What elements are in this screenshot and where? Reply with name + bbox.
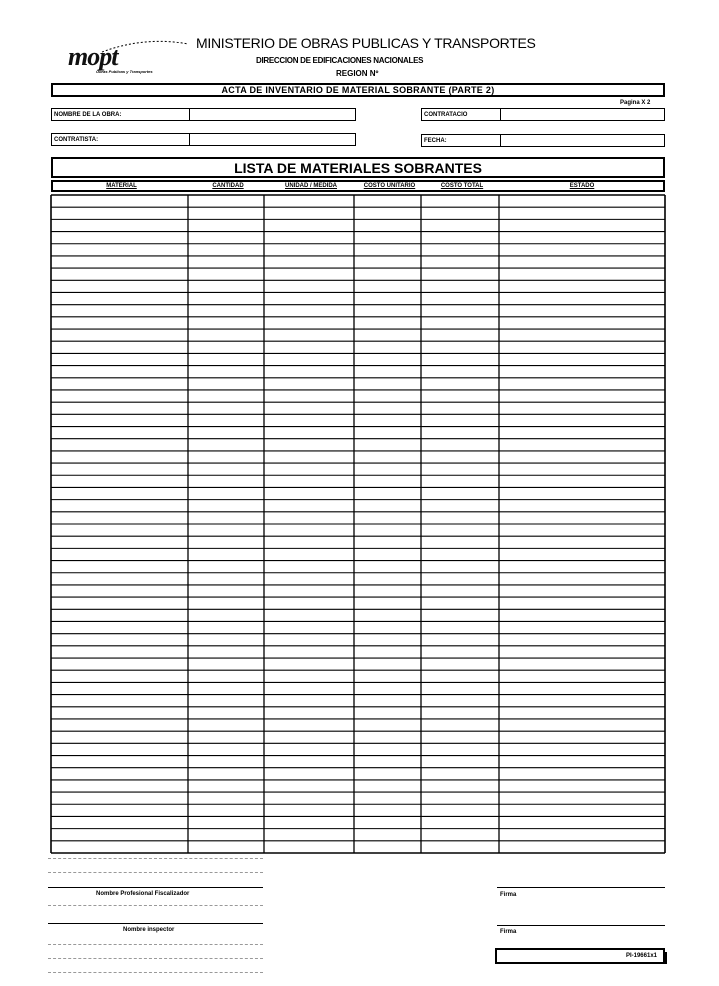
profesional-signature-line[interactable] (48, 887, 263, 888)
footer-dotted-line-3 (48, 905, 263, 906)
col-header-cantidad: CANTIDAD (212, 183, 244, 189)
col-header-costo-total: COSTO TOTAL (440, 183, 484, 189)
inspector-signature-line[interactable] (48, 923, 263, 924)
footer-dotted-line-5 (48, 958, 263, 959)
contratacion-label: CONTRATACIO (424, 111, 468, 118)
fecha-label: FECHA: (424, 137, 447, 144)
form-code (495, 948, 665, 964)
region-label: REGION Nº (336, 69, 379, 78)
firma-label-2: Firma (500, 929, 517, 935)
direction-name: DIRECCION DE EDIFICACIONES NACIONALES (256, 56, 424, 65)
profesional-label: Nombre Profesional Fiscalizador (96, 891, 190, 897)
col-header-unidad: UNIDAD / MEDIDA (285, 183, 337, 189)
page-number: Pagina X 2 (620, 100, 651, 106)
form-code-text: PI-19661x1 (625, 953, 657, 959)
footer-dotted-line-6 (48, 972, 263, 973)
col-header-costo-unitario: COSTO UNITARIO (363, 183, 416, 189)
contratista-label: CONTRATISTA: (54, 136, 99, 143)
ministry-name: MINISTERIO DE OBRAS PUBLICAS Y TRANSPORTES (196, 35, 536, 51)
obra-label: NOMBRE DE LA OBRA: (54, 111, 122, 118)
logo-subtitle: Obras Publicas y Transportes (96, 69, 153, 74)
col-header-estado: ESTADO (569, 183, 595, 189)
firma-label-1: Firma (500, 892, 517, 898)
footer-dotted-line-1 (48, 858, 263, 859)
col-header-material: MATERIAL (106, 183, 137, 189)
logo-text: mopt (68, 42, 118, 71)
firma-line-1[interactable] (497, 887, 665, 888)
list-title-text: LISTA DE MATERIALES SOBRANTES (234, 159, 482, 176)
firma-line-2[interactable] (497, 925, 665, 926)
footer-dotted-line-4 (48, 944, 263, 945)
inspector-label: Nombre inspector (123, 927, 175, 933)
footer-dotted-line-2 (48, 872, 263, 873)
form-title-text: ACTA DE INVENTARIO DE MATERIAL SOBRANTE (PARTE 2) (221, 85, 495, 95)
